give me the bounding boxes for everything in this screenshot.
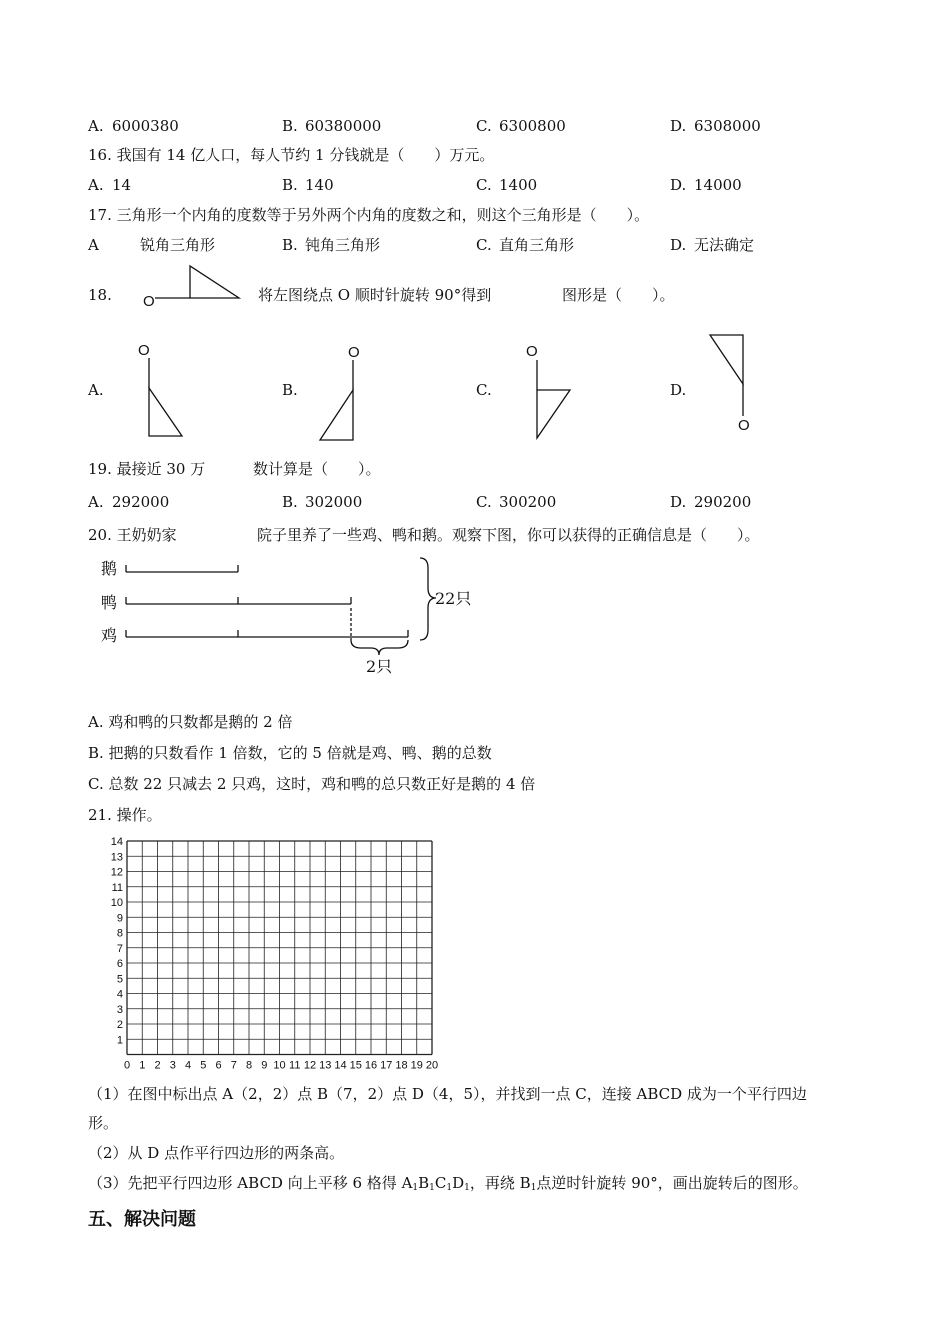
q18-opt-b-letter: B. bbox=[282, 381, 298, 399]
x-tick-label: 20 bbox=[425, 1059, 439, 1072]
q21-sub-b-rot: 1 bbox=[530, 1183, 537, 1193]
x-tick-label: 12 bbox=[303, 1059, 317, 1072]
q16-opt-b: 140 bbox=[305, 176, 334, 194]
q17-opt-a: 锐角三角形 bbox=[140, 236, 216, 254]
q16-opt-b-letter: B. bbox=[282, 176, 298, 194]
q20-total-label: 22只 bbox=[435, 589, 472, 608]
q20-extra-label: 2只 bbox=[366, 657, 393, 676]
x-tick-label: 8 bbox=[245, 1059, 253, 1072]
x-tick-label: 14 bbox=[334, 1059, 347, 1072]
x-tick-label: 1 bbox=[139, 1059, 146, 1072]
x-tick-label: 9 bbox=[261, 1059, 268, 1072]
q21-part3-a: （3）先把平行四边形 ABCD 向上平移 6 格得 A bbox=[88, 1174, 413, 1192]
y-tick-label: 13 bbox=[110, 851, 123, 864]
y-tick-label: 7 bbox=[116, 942, 123, 955]
y-tick-label: 3 bbox=[116, 1003, 123, 1016]
q16-opt-a-letter: A. bbox=[88, 176, 104, 194]
q15-opt-c: 6300800 bbox=[499, 117, 566, 135]
q21-sub-d: 1 bbox=[464, 1183, 470, 1193]
q21-part3 bbox=[88, 1174, 808, 1197]
q17-opt-a-letter: A bbox=[88, 236, 99, 254]
q17-opt-c-letter: C. bbox=[476, 236, 492, 254]
q18-option-c-figure bbox=[522, 340, 582, 442]
q20-bar-diagram bbox=[95, 552, 485, 682]
x-tick-label: 7 bbox=[230, 1059, 237, 1072]
q16-opt-d-letter: D. bbox=[670, 176, 687, 194]
q18-stem-end: 图形是（ ）。 bbox=[562, 286, 675, 304]
q21-part1-cont: 形。 bbox=[88, 1114, 119, 1132]
x-tick-label: 11 bbox=[289, 1059, 301, 1072]
x-tick-label: 18 bbox=[395, 1059, 408, 1072]
y-tick-label: 11 bbox=[111, 881, 123, 894]
q20-opt-b: B. 把鹅的只数看作 1 倍数，它的 5 倍就是鸡、鸭、鹅的总数 bbox=[88, 744, 492, 762]
y-tick-label: 6 bbox=[116, 958, 123, 970]
x-tick-label: 3 bbox=[169, 1059, 176, 1072]
q18-opt-a-letter: A. bbox=[88, 381, 104, 399]
x-tick-label: 2 bbox=[154, 1059, 161, 1072]
q18-source-figure bbox=[140, 264, 250, 309]
x-tick-label: 4 bbox=[184, 1059, 192, 1072]
q21-sub-c: 1 bbox=[446, 1183, 453, 1193]
y-tick-label: 9 bbox=[116, 912, 123, 925]
x-tick-label: 10 bbox=[273, 1059, 286, 1072]
q19-opt-b-letter: B. bbox=[282, 493, 298, 511]
q17-opt-c: 直角三角形 bbox=[499, 236, 575, 254]
section-heading: 五、解决问题 bbox=[88, 1209, 196, 1230]
q21-letter-b: B bbox=[418, 1174, 430, 1192]
q15-opt-b-letter: B. bbox=[282, 117, 298, 135]
q16-opt-a: 14 bbox=[112, 176, 132, 194]
x-tick-label: 16 bbox=[364, 1059, 378, 1072]
q19-opt-a: 292000 bbox=[112, 493, 170, 511]
q15-opt-d-letter: D. bbox=[670, 117, 687, 135]
y-tick-label: 4 bbox=[116, 988, 123, 1001]
q20-stem: 20. 王奶奶家 bbox=[88, 526, 177, 544]
q17-opt-d-letter: D. bbox=[670, 236, 687, 254]
q17-opt-b: 钝角三角形 bbox=[305, 236, 381, 254]
q19-stem: 19. 最接近 30 万 bbox=[88, 460, 206, 478]
q21-coordinate-grid bbox=[100, 832, 440, 1077]
x-tick-label: 6 bbox=[215, 1059, 222, 1072]
y-tick-label: 1 bbox=[116, 1034, 123, 1047]
y-tick-label: 12 bbox=[110, 866, 123, 879]
q16-opt-d: 14000 bbox=[694, 176, 742, 194]
q17-opt-b-letter: B. bbox=[282, 236, 298, 254]
q18-opt-d-letter: D. bbox=[670, 381, 687, 399]
q18-a-point-o: O bbox=[138, 342, 150, 359]
q18-option-b-figure bbox=[312, 340, 372, 442]
q18-number: 18. bbox=[88, 286, 112, 304]
y-tick-label: 10 bbox=[110, 897, 123, 909]
x-tick-label: 19 bbox=[410, 1059, 423, 1072]
q21-part1: （1）在图中标出点 A（2，2）点 B（7，2）点 D（4，5），并找到一点 C，连接 ABCD 成为一个平行四边 bbox=[88, 1085, 807, 1103]
y-tick-label: 8 bbox=[116, 927, 123, 940]
q19-opt-c-letter: C. bbox=[476, 493, 492, 511]
q21-sub-b: 1 bbox=[429, 1183, 435, 1193]
q20-label-goose: 鹅 bbox=[101, 559, 118, 578]
q18-d-point-o: O bbox=[738, 417, 750, 434]
q21-part2: （2）从 D 点作平行四边形的两条高。 bbox=[88, 1144, 345, 1162]
q21-part3-c: 点逆时针旋转 90°，画出旋转后的图形。 bbox=[536, 1174, 808, 1192]
q16-opt-c: 1400 bbox=[499, 176, 538, 194]
q21-sub-a: 1 bbox=[412, 1183, 419, 1193]
q18-stem: 将左图绕点 O 顺时针旋转 90°得到 bbox=[258, 286, 492, 304]
q18-opt-c-letter: C. bbox=[476, 381, 492, 399]
x-tick-label: 15 bbox=[349, 1059, 362, 1072]
y-tick-label: 2 bbox=[116, 1019, 123, 1031]
q18-option-d-figure bbox=[700, 332, 760, 436]
x-tick-label: 5 bbox=[200, 1059, 207, 1072]
x-tick-label: 13 bbox=[319, 1059, 332, 1072]
q19-opt-c: 300200 bbox=[499, 493, 557, 511]
y-tick-label: 14 bbox=[110, 836, 123, 848]
q20-label-chicken: 鸡 bbox=[101, 626, 118, 645]
q18-b-point-o: O bbox=[348, 344, 360, 361]
x-tick-label: 17 bbox=[380, 1059, 393, 1072]
q17-stem: 17. 三角形一个内角的度数等于另外两个内角的度数之和，则这个三角形是（ ）。 bbox=[88, 206, 650, 224]
q20-stem-end: 院子里养了一些鸡、鸭和鹅。观察下图，你可以获得的正确信息是（ ）。 bbox=[257, 526, 760, 544]
q19-stem-end: 数计算是（ ）。 bbox=[253, 460, 381, 478]
q15-opt-b: 60380000 bbox=[305, 117, 382, 135]
q21-letter-c: C bbox=[434, 1174, 447, 1192]
q19-opt-d: 290200 bbox=[694, 493, 752, 511]
q20-opt-a: A. 鸡和鸭的只数都是鹅的 2 倍 bbox=[88, 713, 293, 731]
y-tick-label: 5 bbox=[116, 973, 123, 986]
q15-opt-d: 6308000 bbox=[694, 117, 761, 135]
q21-stem: 21. 操作。 bbox=[88, 806, 162, 824]
x-tick-label: 0 bbox=[123, 1059, 131, 1072]
q21-letter-d: D bbox=[452, 1174, 465, 1192]
q18-option-a-figure bbox=[134, 338, 194, 440]
q16-stem: 16. 我国有 14 亿人口，每人节约 1 分钱就是（ ）万元。 bbox=[88, 146, 495, 164]
q17-opt-d: 无法确定 bbox=[694, 236, 755, 254]
q18-point-o: O bbox=[143, 293, 155, 310]
q15-opt-c-letter: C. bbox=[476, 117, 492, 135]
q19-opt-d-letter: D. bbox=[670, 493, 687, 511]
q18-c-point-o: O bbox=[526, 343, 538, 360]
q15-opt-a-letter: A. bbox=[88, 117, 104, 135]
q21-part3-b: ，再绕 B bbox=[469, 1174, 531, 1192]
q20-opt-c: C. 总数 22 只减去 2 只鸡，这时，鸡和鸭的总只数正好是鹅的 4 倍 bbox=[88, 775, 536, 793]
q19-opt-b: 302000 bbox=[305, 493, 363, 511]
q20-label-duck: 鸭 bbox=[101, 593, 118, 612]
q16-opt-c-letter: C. bbox=[476, 176, 492, 194]
q15-opt-a: 6000380 bbox=[112, 117, 179, 135]
q19-opt-a-letter: A. bbox=[88, 493, 104, 511]
